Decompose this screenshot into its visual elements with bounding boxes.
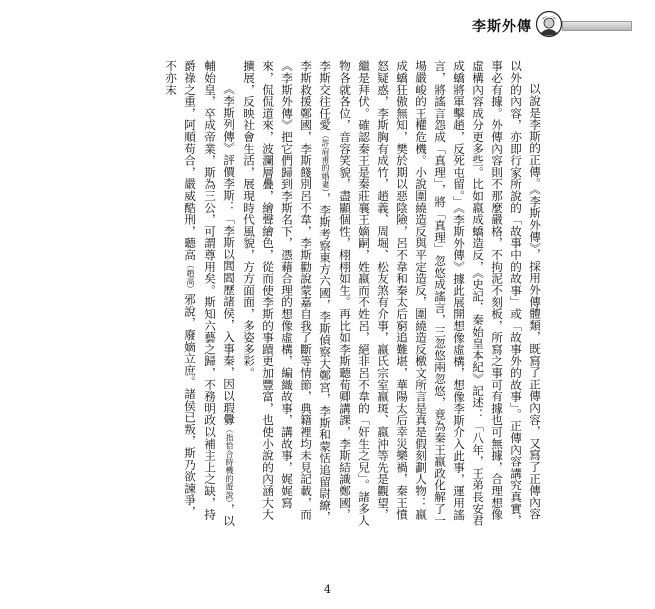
running-header — [380, 10, 640, 40]
paragraph-2 — [161, 60, 239, 528]
portrait-icon — [536, 10, 562, 38]
paragraph-text: 邪說，廢嫡立庶。諸侯已叛，斯乃欲諫爭，不亦末 — [164, 60, 197, 518]
inline-note: （趙高） — [186, 260, 195, 294]
running-title: 李斯外傳 — [472, 19, 532, 35]
vertical-text-body — [88, 60, 544, 528]
paragraph-text: ，以輔始皇，卒成帝業，斯為三公，可謂尊用矣。斯知六藝之歸，不務明政以補主上之缺，持爵祿之重，阿順苟合，嚴威酷刑，聽高 — [183, 60, 236, 527]
inline-note: （指恰合時機的遊說） — [225, 425, 234, 504]
paragraph-text: 《李斯列傳》評價李斯：「李斯以閭閻歷諸侯，入事秦，因以瑕釁 — [222, 83, 236, 426]
header-decorative-bar — [562, 21, 632, 31]
paragraph-1 — [239, 60, 544, 528]
paragraph-text: 以說是李斯的正傳。《李斯外傳》，採用外傳體類，既寫了正傳內容，又寫了正傳內容以外的內容，亦即行家所說的「故事中的故事」或「故事外的故事」。正傳內容講究真實，事必有據。外傳內容則不那麼嚴格，不拘泥不刻板，所寫之事可有據也可無據，合理想像虛構內容成分更多些。比如嬴成蟜造反，《史記．秦始皇本紀》記述：「八年，王弟長安君成蟜將軍擊趙，反死屯留。」《李斯外傳》據此展開想像虛構，想像李斯介入此事，運用謠言，將謠言怨成「真理」，將「真理」忽悠成謠言，三忽悠兩忽悠，竟為秦王嬴政化解了一場嚴峻的王權危機。小說圍繞造反與平定造反，圍繞造反檄文所言是真是假刻劃人物：嬴成蟜狂傲無知，樊於期以惡陰險，呂不韋和秦太后窮追難堪，華陽太后幸災樂禍，秦王憤怒疑惑，李斯胸有成竹，趙義、周堀、松友煞有介事，嬴氏宗室嬴斑、嬴沖等先是觀望，繼是拜伏。確認秦王是秦莊襄王嫡嗣，姓嬴而不姓呂，絕非呂不韋的「奸生之兒」。諸多人物各就各位，音容笑貌，盡顯個性，栩栩如生。再比如李斯聽荀卿講課，李斯結識鄭國，李斯交往任愛 — [318, 60, 542, 527]
page-number: 4 — [324, 583, 331, 596]
inline-note: （許肩甫的婚妻） — [321, 130, 330, 193]
paragraph-text: ，李斯考察東方六國，李斯偵察大鄭宮，李斯和蒙恬追留尉繚，李斯救援鄭國，李斯餞別呂不韋，李斯勸說蒙嘉自我了斷等情節，典籍裡均未見記載，而《李斯外傳》把它們歸到李斯名下，憑藉合理的想像虛構，編織故事，講故事，娓娓寫來，侃侃道來，波瀾層疊，繪聲繪色，從而使李斯的事蹟更加豐富，也使小說的內涵大大擴展，反映社會生活，展現時代風貌，方方面面，多姿多彩。 — [242, 60, 332, 523]
